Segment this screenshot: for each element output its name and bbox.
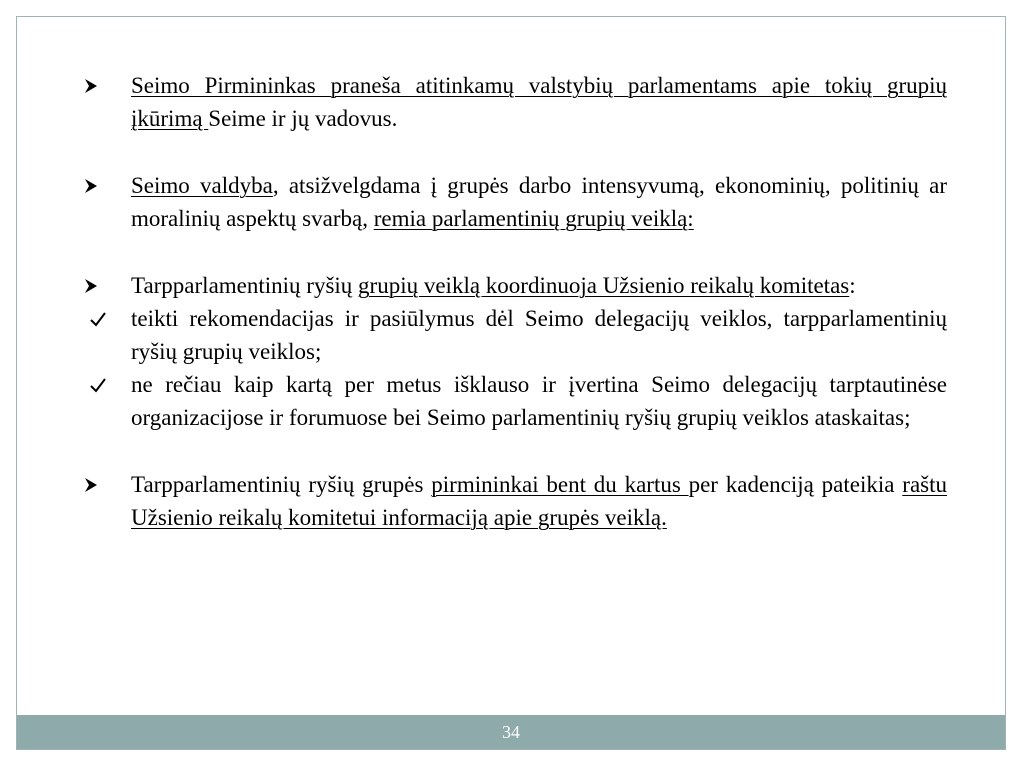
sub-item-text: teikti rekomendacijas ir pasiūlymus dėl Seimo delegacijų veiklos, tarpparlamentinių ryšių grupių veiklos;	[131, 306, 947, 364]
bullet-text-underlined: raštu Užsienio reikalų komitetui informaciją apie grupės veiklą.	[131, 472, 947, 530]
arrow-bullet-icon	[81, 69, 101, 102]
slide-content	[81, 69, 947, 534]
checkmark-icon	[87, 302, 109, 335]
footer-bar	[17, 715, 1005, 749]
bullet-text-underlined: pirmininkai bent du kartus	[431, 472, 689, 497]
bullet-text: per kadenciją pateikia	[688, 472, 903, 497]
arrow-bullet-icon	[81, 468, 101, 501]
bullet-item	[81, 69, 947, 135]
bullet-text: Tarpparlamentinių ryšių grupės	[131, 472, 432, 497]
checkmark-icon	[87, 368, 109, 401]
page-number: 34	[502, 721, 520, 742]
bullet-text-underlined: Seimo Pirmininkas praneša atitinkamų valstybių parlamentams apie tokių grupių įkūrimą	[131, 73, 947, 131]
sub-item	[81, 368, 947, 434]
sub-item	[81, 302, 947, 368]
sub-list	[81, 302, 947, 434]
bullet-text: Tarpparlamentinių ryšių	[131, 273, 359, 298]
bullet-item	[81, 468, 947, 534]
bullet-text-underlined: Seimo valdyba	[131, 173, 273, 198]
bullet-item	[81, 169, 947, 235]
bullet-text-underlined: remia parlamentinių grupių veiklą:	[373, 206, 694, 231]
bullet-text-underlined: grupių veiklą koordinuoja Užsienio reikalų komitetas	[358, 273, 850, 298]
arrow-bullet-icon	[81, 269, 101, 302]
arrow-bullet-icon	[81, 169, 101, 202]
sub-item-text: ne rečiau kaip kartą per metus išklauso ir įvertina Seimo delegacijų tarptautinėse organizacijose ir forumuose bei Seimo parlamentinių ryšių grupių veiklos ataskaitas;	[131, 372, 947, 430]
bullet-text: Seime ir jų vadovus.	[208, 106, 398, 131]
bullet-item	[81, 269, 947, 302]
bullet-text: :	[849, 273, 856, 298]
bullet-text: , atsižvelgdama į grupės darbo intensyvumą, ekonominių, politinių ar moralinių aspektų svarbą,	[131, 173, 947, 231]
slide	[16, 16, 1006, 750]
